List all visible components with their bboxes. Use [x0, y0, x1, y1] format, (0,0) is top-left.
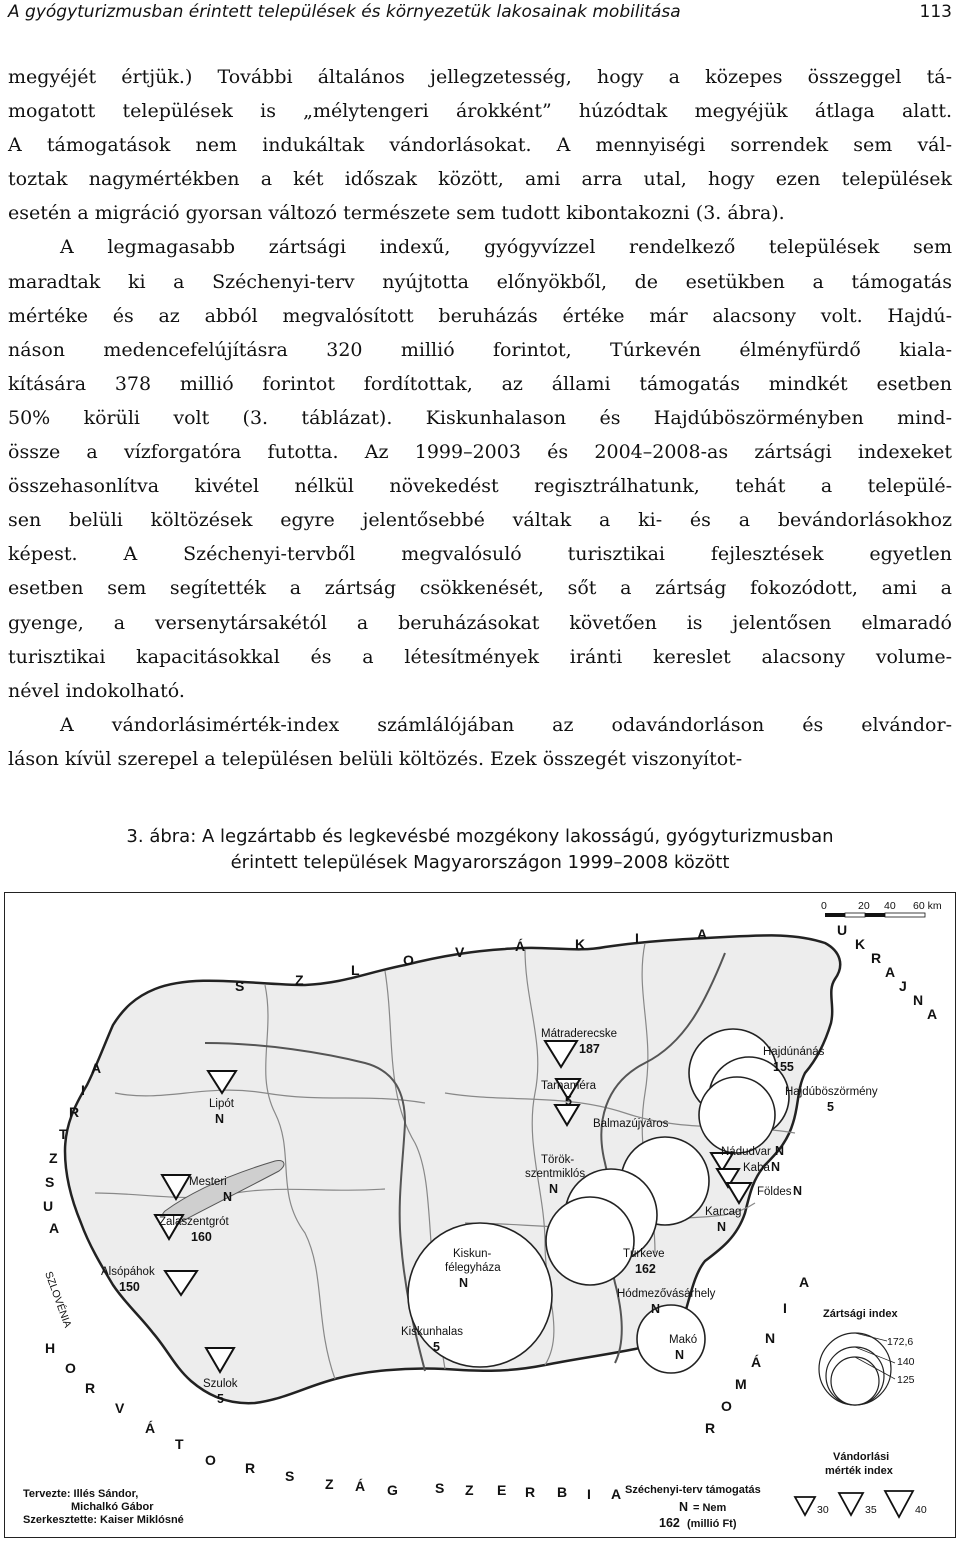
country-letter-ukraine: A [885, 964, 896, 980]
country-letter-serbia: Z [465, 1482, 474, 1498]
value-lipot: N [215, 1112, 225, 1126]
text-line: maradtak ki a Széchenyi-terv nyújtotta előnyökből, de esetükben a támogatás [8, 270, 952, 293]
country-label-slovenia: SZLOVÉNIA [42, 1269, 74, 1330]
text-line: esetben sem segítették a zártság csökkenését, sőt a zártság fokozódott, ami a [8, 577, 952, 600]
country-letter-romania: Á [751, 1354, 762, 1370]
country-letter-slovakia: V [455, 944, 465, 960]
page-number: 113 [919, 2, 952, 22]
text-line: 50% körüli volt (3. táblázat). Kiskunhalason és Hajdúböszörményben mind- [8, 406, 952, 429]
body-text [8, 60, 952, 776]
credits-line-3: Szerkesztette: Kaiser Miklósné [23, 1514, 184, 1526]
paragraph-1 [8, 60, 952, 230]
country-letter-slovakia: A [697, 926, 708, 942]
country-letter-croatia: H [45, 1340, 56, 1356]
text-line: gyenge, a versenytársakétól a beruházásokat követően is jelentősen elmaradó [8, 611, 952, 634]
country-letter-ukraine: K [855, 936, 866, 952]
text-line: turisztikai kapacitásokkal és a létesítmények iránti kereslet alacsony volume- [8, 645, 952, 668]
label-felegyhaza: félegyháza [445, 1262, 501, 1274]
running-header [8, 2, 952, 32]
value-mako: N [675, 1348, 685, 1362]
label-mesteri: Mesteri [189, 1176, 227, 1188]
value-turkeve: 162 [635, 1262, 656, 1276]
text-line: mértéke és az abból megvalósított beruházás értéke már alacsony volt. Hajdú- [8, 304, 952, 327]
legend-vandorlasi-30: 30 [817, 1504, 829, 1516]
legend-zartsagi-value-2: 140 [897, 1356, 915, 1368]
legend-szechenyi [625, 1484, 761, 1530]
country-letter-croatia: Á [145, 1420, 156, 1436]
country-letter-croatia: G [387, 1482, 398, 1498]
credits-line-2: Michalkó Gábor [71, 1501, 154, 1513]
scale-tick-60: 60 km [913, 900, 942, 912]
legend-zartsagi-value-1: 172,6 [887, 1336, 914, 1348]
country-letter-romania: N [765, 1330, 776, 1346]
country-letter-croatia: T [175, 1436, 184, 1452]
country-letter-serbia: I [587, 1486, 591, 1502]
value-kiskunhalas: 5 [433, 1340, 440, 1354]
circle-turkeve [546, 1197, 634, 1285]
circle-kiskunfelegyhaza [408, 1223, 552, 1367]
legend-vandorlasi [795, 1451, 927, 1517]
country-letter-slovakia: O [403, 952, 414, 968]
legend-vandorlasi-40: 40 [915, 1504, 927, 1516]
legend-zartsagi-title: Zártsági index [823, 1308, 898, 1320]
value-szulok: 5 [217, 1392, 224, 1406]
label-lipot: Lipót [209, 1098, 234, 1110]
label-kiskunhalas: Kiskunhalas [401, 1326, 464, 1338]
value-zalaszentgrot: 160 [191, 1230, 212, 1244]
label-mako: Makó [669, 1334, 698, 1346]
value-hajdunanas: 155 [773, 1060, 794, 1074]
value-hodmezovasarhely: N [651, 1302, 661, 1316]
text-line: összehasonlítva kivétel nélkül növekedést regisztrálhatunk, tehát a települé- [8, 475, 952, 498]
country-letter-croatia: Á [355, 1478, 366, 1494]
legend-n-label: N [679, 1500, 689, 1514]
legend-amount-value: 162 [659, 1516, 680, 1530]
credits-line-1: Tervezte: Illés Sándor, [23, 1488, 139, 1500]
label-matraderecske: Mátraderecske [541, 1028, 618, 1040]
country-letter-serbia: A [611, 1486, 622, 1502]
text-line: láson kívül szerepel a településen belüli költözés. Ezek összegét viszonyítot- [8, 747, 743, 770]
legend-szechenyi-title: Széchenyi-terv támogatás [625, 1484, 761, 1496]
text-line: A támogatások nem indukáltak vándorlásokat. A mennyiségi sorrendek sem vál- [8, 134, 952, 157]
label-nadudvar: Nádudvar [721, 1146, 771, 1158]
country-letter-romania: M [735, 1376, 747, 1392]
value-nadudvar: N [775, 1144, 785, 1158]
country-letter-romania: O [721, 1398, 732, 1414]
label-szentmiklos: szentmiklós [525, 1168, 586, 1180]
value-foldes: N [793, 1184, 803, 1198]
country-letter-slovakia: L [351, 962, 360, 978]
value-karcag: N [717, 1220, 727, 1234]
caption-line-1: 3. ábra: A legzártabb és legkevésbé mozgékony lakosságú, gyógyturizmusban [126, 826, 834, 847]
country-letter-romania: R [705, 1420, 716, 1436]
label-kaba: Kaba [743, 1162, 770, 1174]
circle-balmazujvaros [699, 1077, 775, 1153]
map-credits [23, 1488, 184, 1526]
text-line: esetén a migráció gyorsan változó természete sem tudott kibontakozni (3. ábra). [8, 202, 785, 225]
country-letter-austria: I [81, 1082, 85, 1098]
figure-caption [30, 824, 930, 876]
country-letter-austria: A [49, 1220, 60, 1236]
country-letter-austria: R [69, 1104, 80, 1120]
label-zalaszentgrot: Zalaszentgrót [159, 1216, 229, 1228]
label-szulok: Szulok [203, 1378, 238, 1390]
legend-amount-unit: (millió Ft) [687, 1518, 737, 1530]
country-letter-slovakia: K [575, 936, 586, 952]
text-line: kítására 378 millió forintot fordítottak, az állami támogatás mindkét esetben [8, 372, 952, 395]
value-mesteri: N [223, 1190, 233, 1204]
label-tarnamera: Tarnaméra [541, 1080, 596, 1092]
scale-tick-40: 40 [884, 900, 896, 912]
country-letter-ukraine: R [871, 950, 882, 966]
country-letter-ukraine: U [837, 922, 848, 938]
text-line: A vándorlásimérték-index számlálójában az odavándorláson és elvándor- [60, 713, 952, 736]
scale-bar [821, 900, 942, 917]
legend-zartsagi [819, 1308, 915, 1405]
label-hodmezovasarhely: Hódmezővásárhely [617, 1288, 716, 1300]
country-letter-ukraine: J [899, 978, 907, 994]
country-letter-slovakia: I [635, 930, 639, 946]
text-line: képest. A Széchenyi-tervből megvalósuló turisztikai fejlesztések egyetlen [8, 543, 952, 566]
country-letter-romania: I [783, 1300, 787, 1316]
label-torok: Török- [541, 1154, 575, 1166]
country-letter-austria: T [59, 1126, 68, 1142]
text-line: sen belüli költözések egyre jelentősebbé váltak a ki- és a bevándorlásokhoz [8, 509, 952, 532]
country-letter-croatia: S [285, 1468, 295, 1484]
country-letter-croatia: V [115, 1400, 125, 1416]
country-letter-serbia: S [435, 1480, 445, 1496]
country-letter-slovakia: S [235, 978, 245, 994]
legend-vandorlasi-title-2: mérték index [825, 1465, 893, 1477]
country-letter-croatia: R [85, 1380, 96, 1396]
scale-tick-20: 20 [858, 900, 870, 912]
value-matraderecske: 187 [579, 1042, 600, 1056]
text-line: össze a vízforgatóra futotta. Az 1999–2003 és 2004–2008-as zártsági indexeket [8, 441, 952, 464]
country-letter-serbia: E [497, 1482, 507, 1498]
label-foldes: Földes [757, 1186, 792, 1198]
country-letter-austria: U [43, 1198, 54, 1214]
label-alsopahok: Alsópáhok [101, 1266, 155, 1278]
scale-tick-0: 0 [821, 900, 827, 912]
country-letter-austria: S [45, 1174, 55, 1190]
value-alsopahok: 150 [119, 1280, 140, 1294]
country-letter-ukraine: A [927, 1006, 938, 1022]
label-turkeve: Túrkeve [623, 1248, 665, 1260]
running-title: A gyógyturizmusban érintett települések és környezetük lakosainak mobilitása [8, 2, 681, 22]
legend-n-value: = Nem [693, 1502, 727, 1514]
label-kiskun: Kiskun- [453, 1248, 492, 1260]
paragraph-2 [8, 230, 952, 707]
country-letter-ukraine: N [913, 992, 924, 1008]
caption-line-2: érintett települések Magyarországon 1999–2008 között [230, 852, 730, 873]
country-letter-austria: A [91, 1060, 102, 1076]
label-hajduboszormeny: Hajdúböszörmény [785, 1086, 878, 1098]
country-letter-austria: Z [49, 1150, 58, 1166]
country-letter-slovakia: Z [295, 972, 304, 988]
label-karcag: Karcag [705, 1206, 742, 1218]
label-balmazujvaros: Balmazújváros [593, 1118, 669, 1130]
legend-vandorlasi-title-1: Vándorlási [833, 1451, 890, 1463]
map-figure [4, 892, 956, 1538]
country-letter-croatia: Z [325, 1476, 334, 1492]
text-line: nével indokolható. [8, 679, 185, 702]
text-line: A legmagasabb zártsági indexű, gyógyvízzel rendelkező települések sem [60, 236, 952, 259]
country-letter-croatia: O [205, 1452, 216, 1468]
value-kaba: N [771, 1160, 781, 1174]
value-torokszentmiklos: N [549, 1182, 559, 1196]
country-letter-croatia: R [245, 1460, 256, 1476]
text-line: megyéjét értjük.) További általános jellegzetesség, hogy a közepes összeggel tá- [8, 66, 952, 88]
paragraph-3 [8, 708, 952, 776]
text-line: toztak nagymértékben a két időszak között, ami arra utal, hogy ezen települések [8, 168, 952, 191]
country-letter-serbia: B [557, 1484, 568, 1500]
text-line: náson medencefelújításra 320 millió forintot, Túrkevén élményfürdő kiala- [8, 338, 952, 361]
legend-zartsagi-value-3: 125 [897, 1374, 915, 1386]
value-tarnamera: 5 [565, 1094, 572, 1108]
value-kiskunfelegyhaza: N [459, 1276, 469, 1290]
hungary-map [5, 893, 954, 1536]
country-letter-croatia: O [65, 1360, 76, 1376]
country-letter-romania: A [799, 1274, 810, 1290]
value-hajduboszormeny: 5 [827, 1100, 834, 1114]
country-letter-serbia: R [525, 1484, 536, 1500]
country-letter-slovakia: Á [515, 938, 526, 954]
text-line: mogatott települések is „mélytengeri árokként” húzódtak megyéjük átlaga alatt. [8, 100, 952, 123]
label-hajdunanas: Hajdúnánás [763, 1046, 825, 1058]
legend-vandorlasi-35: 35 [865, 1504, 877, 1516]
